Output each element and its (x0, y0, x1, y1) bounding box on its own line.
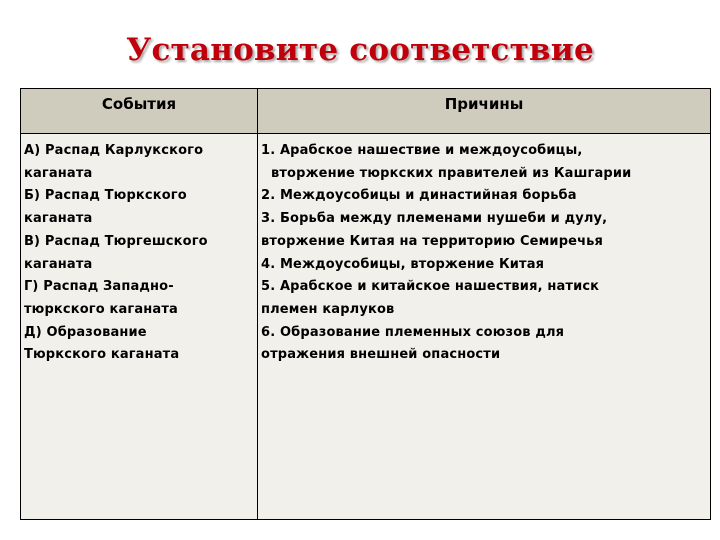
cause-line: 5. Арабское и китайское нашествия, натиск (261, 279, 600, 295)
cause-line: 6. Образование племенных союзов для (261, 324, 565, 340)
table-row (21, 134, 711, 520)
event-line: Б) Распад Тюркского (24, 188, 187, 204)
events-cell (21, 134, 258, 520)
cause-line: вторжение тюркских правителей из Кашгарии (271, 165, 632, 181)
causes-cell (258, 134, 711, 520)
header-causes: Причины (258, 89, 711, 134)
event-line: Г) Распад Западно- (24, 279, 174, 295)
cause-line: вторжение Китая на территорию Семиречья (261, 233, 604, 249)
event-line: В) Распад Тюргешского (24, 233, 208, 249)
header-events: События (21, 89, 258, 134)
event-line: Тюркского каганата (24, 347, 180, 363)
cause-line: 3. Борьба между племенами нушеби и дулу, (261, 211, 608, 227)
event-line: каганата (24, 256, 93, 272)
matching-table (20, 88, 711, 520)
cause-line: 1. Арабское нашествие и междоусобицы, (261, 143, 583, 158)
event-line: тюркского каганата (24, 301, 178, 317)
table-header-row (21, 89, 711, 134)
cause-line: племен карлуков (261, 301, 395, 317)
page-title: Установите соответствие (126, 32, 594, 68)
event-line: каганата (24, 165, 93, 181)
event-line: А) Распад Карлукского (24, 143, 204, 158)
cause-line: 4. Междоусобицы, вторжение Китая (261, 256, 545, 272)
cause-line: 2. Междоусобицы и династийная борьба (261, 188, 577, 204)
event-line: каганата (24, 211, 93, 227)
cause-line: отражения внешней опасности (261, 347, 501, 363)
event-line: Д) Образование (24, 324, 147, 340)
